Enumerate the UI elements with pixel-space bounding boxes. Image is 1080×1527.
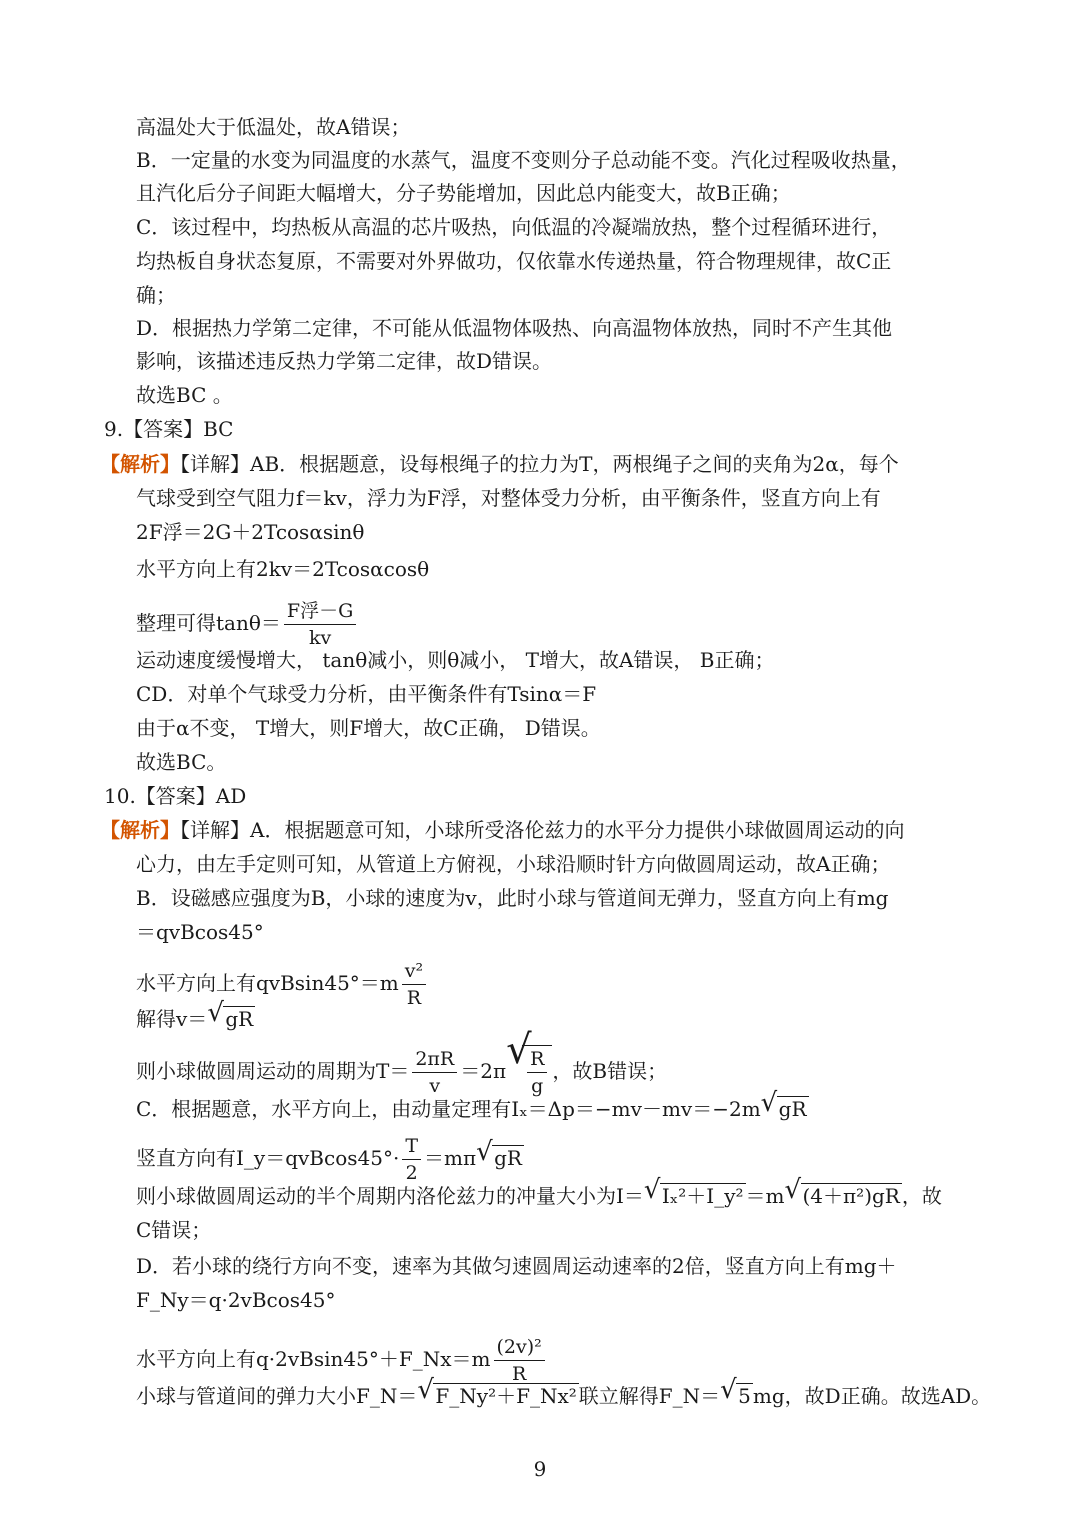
text-span: 整理可得tanθ＝ bbox=[136, 611, 281, 635]
text-span: 小球与管道间的弹力大小F_N＝ bbox=[136, 1384, 418, 1408]
radicand: (4＋π²)gR bbox=[802, 1184, 900, 1208]
denominator: kv bbox=[308, 627, 332, 649]
equation-line bbox=[136, 1334, 548, 1387]
text-line: 气球受到空气阻力f＝kv，浮力为F浮，对整体受力分析，由平衡条件，竖直方向上有 bbox=[136, 486, 881, 510]
denominator: R bbox=[406, 987, 422, 1009]
square-root: √ F_Ny²＋F_Nx² bbox=[417, 1375, 577, 1408]
numerator: v² bbox=[402, 958, 426, 985]
text-span: ＝mπ bbox=[424, 1146, 477, 1170]
text-span: ，故 bbox=[901, 1184, 942, 1208]
fraction bbox=[402, 958, 426, 1011]
answer-heading-9: 9.【答案】BC bbox=[104, 417, 234, 441]
text-line: 确； bbox=[136, 283, 176, 307]
text-line: 故选BC 。 bbox=[136, 383, 233, 407]
answer-heading-10: 10.【答案】AD bbox=[104, 784, 247, 808]
analysis-line bbox=[100, 815, 904, 845]
text-span: ，故B错误； bbox=[552, 1059, 668, 1083]
text-span: 水平方向上有qvBsin45°＝m bbox=[136, 971, 399, 995]
text-line: 故选BC。 bbox=[136, 750, 227, 774]
text-line: D．根据热力学第二定律，不可能从低温物体吸热、向高温物体放热，同时不产生其他 bbox=[136, 316, 893, 340]
numerator: F浮－G bbox=[284, 598, 356, 625]
text-line: 心力，由左手定则可知，从管道上方俯视，小球沿顺时针方向做圆周运动，故A正确； bbox=[136, 852, 891, 876]
square-root: √ gR bbox=[207, 998, 254, 1031]
equation-line bbox=[136, 1133, 524, 1186]
equation-line: 水平方向上有2kv＝2Tcosαcosθ bbox=[136, 557, 430, 581]
text-span: 则小球做圆周运动的半个周期内洛伦兹力的冲量大小为I＝ bbox=[136, 1184, 644, 1208]
text-span: 水平方向上有q·2vBsin45°＋F_Nx＝m bbox=[136, 1347, 491, 1371]
text-span: 联立解得F_N＝ bbox=[578, 1384, 721, 1408]
text-span: 则小球做圆周运动的周期为T＝ bbox=[136, 1059, 410, 1083]
equation-line bbox=[136, 598, 359, 651]
radicand: gR bbox=[225, 1007, 254, 1031]
numerator: T bbox=[402, 1133, 421, 1160]
square-root: √ gR bbox=[476, 1137, 522, 1170]
text-line: B．一定量的水变为同温度的水蒸气，温度不变则分子总动能不变。汽化过程吸收热量， bbox=[136, 148, 911, 172]
text-line: C错误； bbox=[136, 1218, 212, 1242]
equation-line bbox=[136, 1375, 992, 1411]
text-line: 运动速度缓慢增大， tanθ减小，则θ减小， T增大，故A错误， B正确； bbox=[136, 648, 775, 672]
square-root: √ (4＋π²)gR bbox=[784, 1175, 900, 1208]
text-line: D．若小球的绕行方向不变，速率为其做匀速圆周运动速率的2倍，竖直方向上有mg＋ bbox=[136, 1254, 897, 1278]
radicand: Iₓ²＋I_y² bbox=[661, 1184, 744, 1208]
text-line: C．该过程中，均热板从高温的芯片吸热，向低温的冷凝端放热，整个过程循环进行， bbox=[136, 215, 892, 239]
equation-line: F_Ny＝q·2vBcos45° bbox=[136, 1288, 336, 1312]
numerator: 2πR bbox=[412, 1046, 457, 1073]
equation-line bbox=[136, 998, 255, 1034]
text-line: 影响，该描述违反热力学第二定律，故D错误。 bbox=[136, 349, 553, 373]
square-root: √ $\frac{R}{g}$ bbox=[506, 1045, 552, 1099]
text-span: ＝m bbox=[745, 1184, 785, 1208]
equation-line: ＝qvBcos45° bbox=[136, 920, 264, 944]
text-span: ＝2π bbox=[460, 1059, 507, 1083]
text-line: 均热板自身状态复原，不需要对外界做功，仅依靠水传递热量，符合物理规律，故C正 bbox=[136, 249, 892, 273]
denominator: 2 bbox=[405, 1162, 418, 1184]
square-root: √ Iₓ²＋I_y² bbox=[643, 1175, 744, 1208]
analysis-line bbox=[100, 449, 899, 479]
text-line: 由于α不变， T增大，则F增大，故C正确， D错误。 bbox=[136, 716, 601, 740]
radicand: F_Ny²＋F_Nx² bbox=[435, 1384, 577, 1408]
denominator: g bbox=[531, 1075, 544, 1097]
page-number: 9 bbox=[533, 1457, 547, 1481]
numerator: R bbox=[527, 1046, 547, 1073]
radicand: gR bbox=[494, 1146, 522, 1170]
text-span: 竖直方向有I_y＝qvBcos45°· bbox=[136, 1146, 400, 1170]
analysis-tag: 【解析】 bbox=[100, 452, 180, 476]
text-span: 解得v＝ bbox=[136, 1007, 208, 1031]
text-line: B．设磁感应强度为B，小球的速度为v，此时小球与管道间无弹力，竖直方向上有mg bbox=[136, 886, 889, 910]
text-span: C．根据题意，水平方向上，由动量定理有Iₓ＝Δp＝−mv－mv＝−2m bbox=[136, 1097, 761, 1121]
square-root: √ gR bbox=[760, 1088, 807, 1121]
radicand: 5 bbox=[738, 1384, 751, 1408]
fraction bbox=[402, 1133, 421, 1186]
text-span: 【详解】AB．根据题意，设每根绳子的拉力为T，两根绳子之间的夹角为2α，每个 bbox=[180, 452, 899, 476]
fraction bbox=[284, 598, 356, 651]
equation-line: 2F浮＝2G＋2Tcosαsinθ bbox=[136, 520, 365, 544]
text-line: 高温处大于低温处，故A错误； bbox=[136, 115, 411, 139]
text-span: mg，故D正确。故选AD。 bbox=[752, 1384, 992, 1408]
equation-line bbox=[136, 1027, 668, 1099]
equation-line bbox=[136, 1088, 809, 1124]
denominator: R bbox=[511, 1363, 527, 1385]
fraction bbox=[494, 1334, 545, 1387]
fraction bbox=[412, 1046, 457, 1099]
square-root: √ 5 bbox=[720, 1375, 751, 1408]
denominator: v bbox=[429, 1075, 441, 1097]
equation-line bbox=[136, 1175, 942, 1211]
text-span: 【详解】A．根据题意可知，小球所受洛伦兹力的水平分力提供小球做圆周运动的向 bbox=[180, 818, 905, 842]
analysis-tag: 【解析】 bbox=[100, 818, 180, 842]
numerator: (2v)² bbox=[494, 1334, 545, 1361]
text-line: CD．对单个气球受力分析，由平衡条件有Tsinα＝F bbox=[136, 682, 597, 706]
radicand: gR bbox=[778, 1097, 807, 1121]
text-line: 且汽化后分子间距大幅增大，分子势能增加，因此总内能变大，故B正确； bbox=[136, 181, 791, 205]
